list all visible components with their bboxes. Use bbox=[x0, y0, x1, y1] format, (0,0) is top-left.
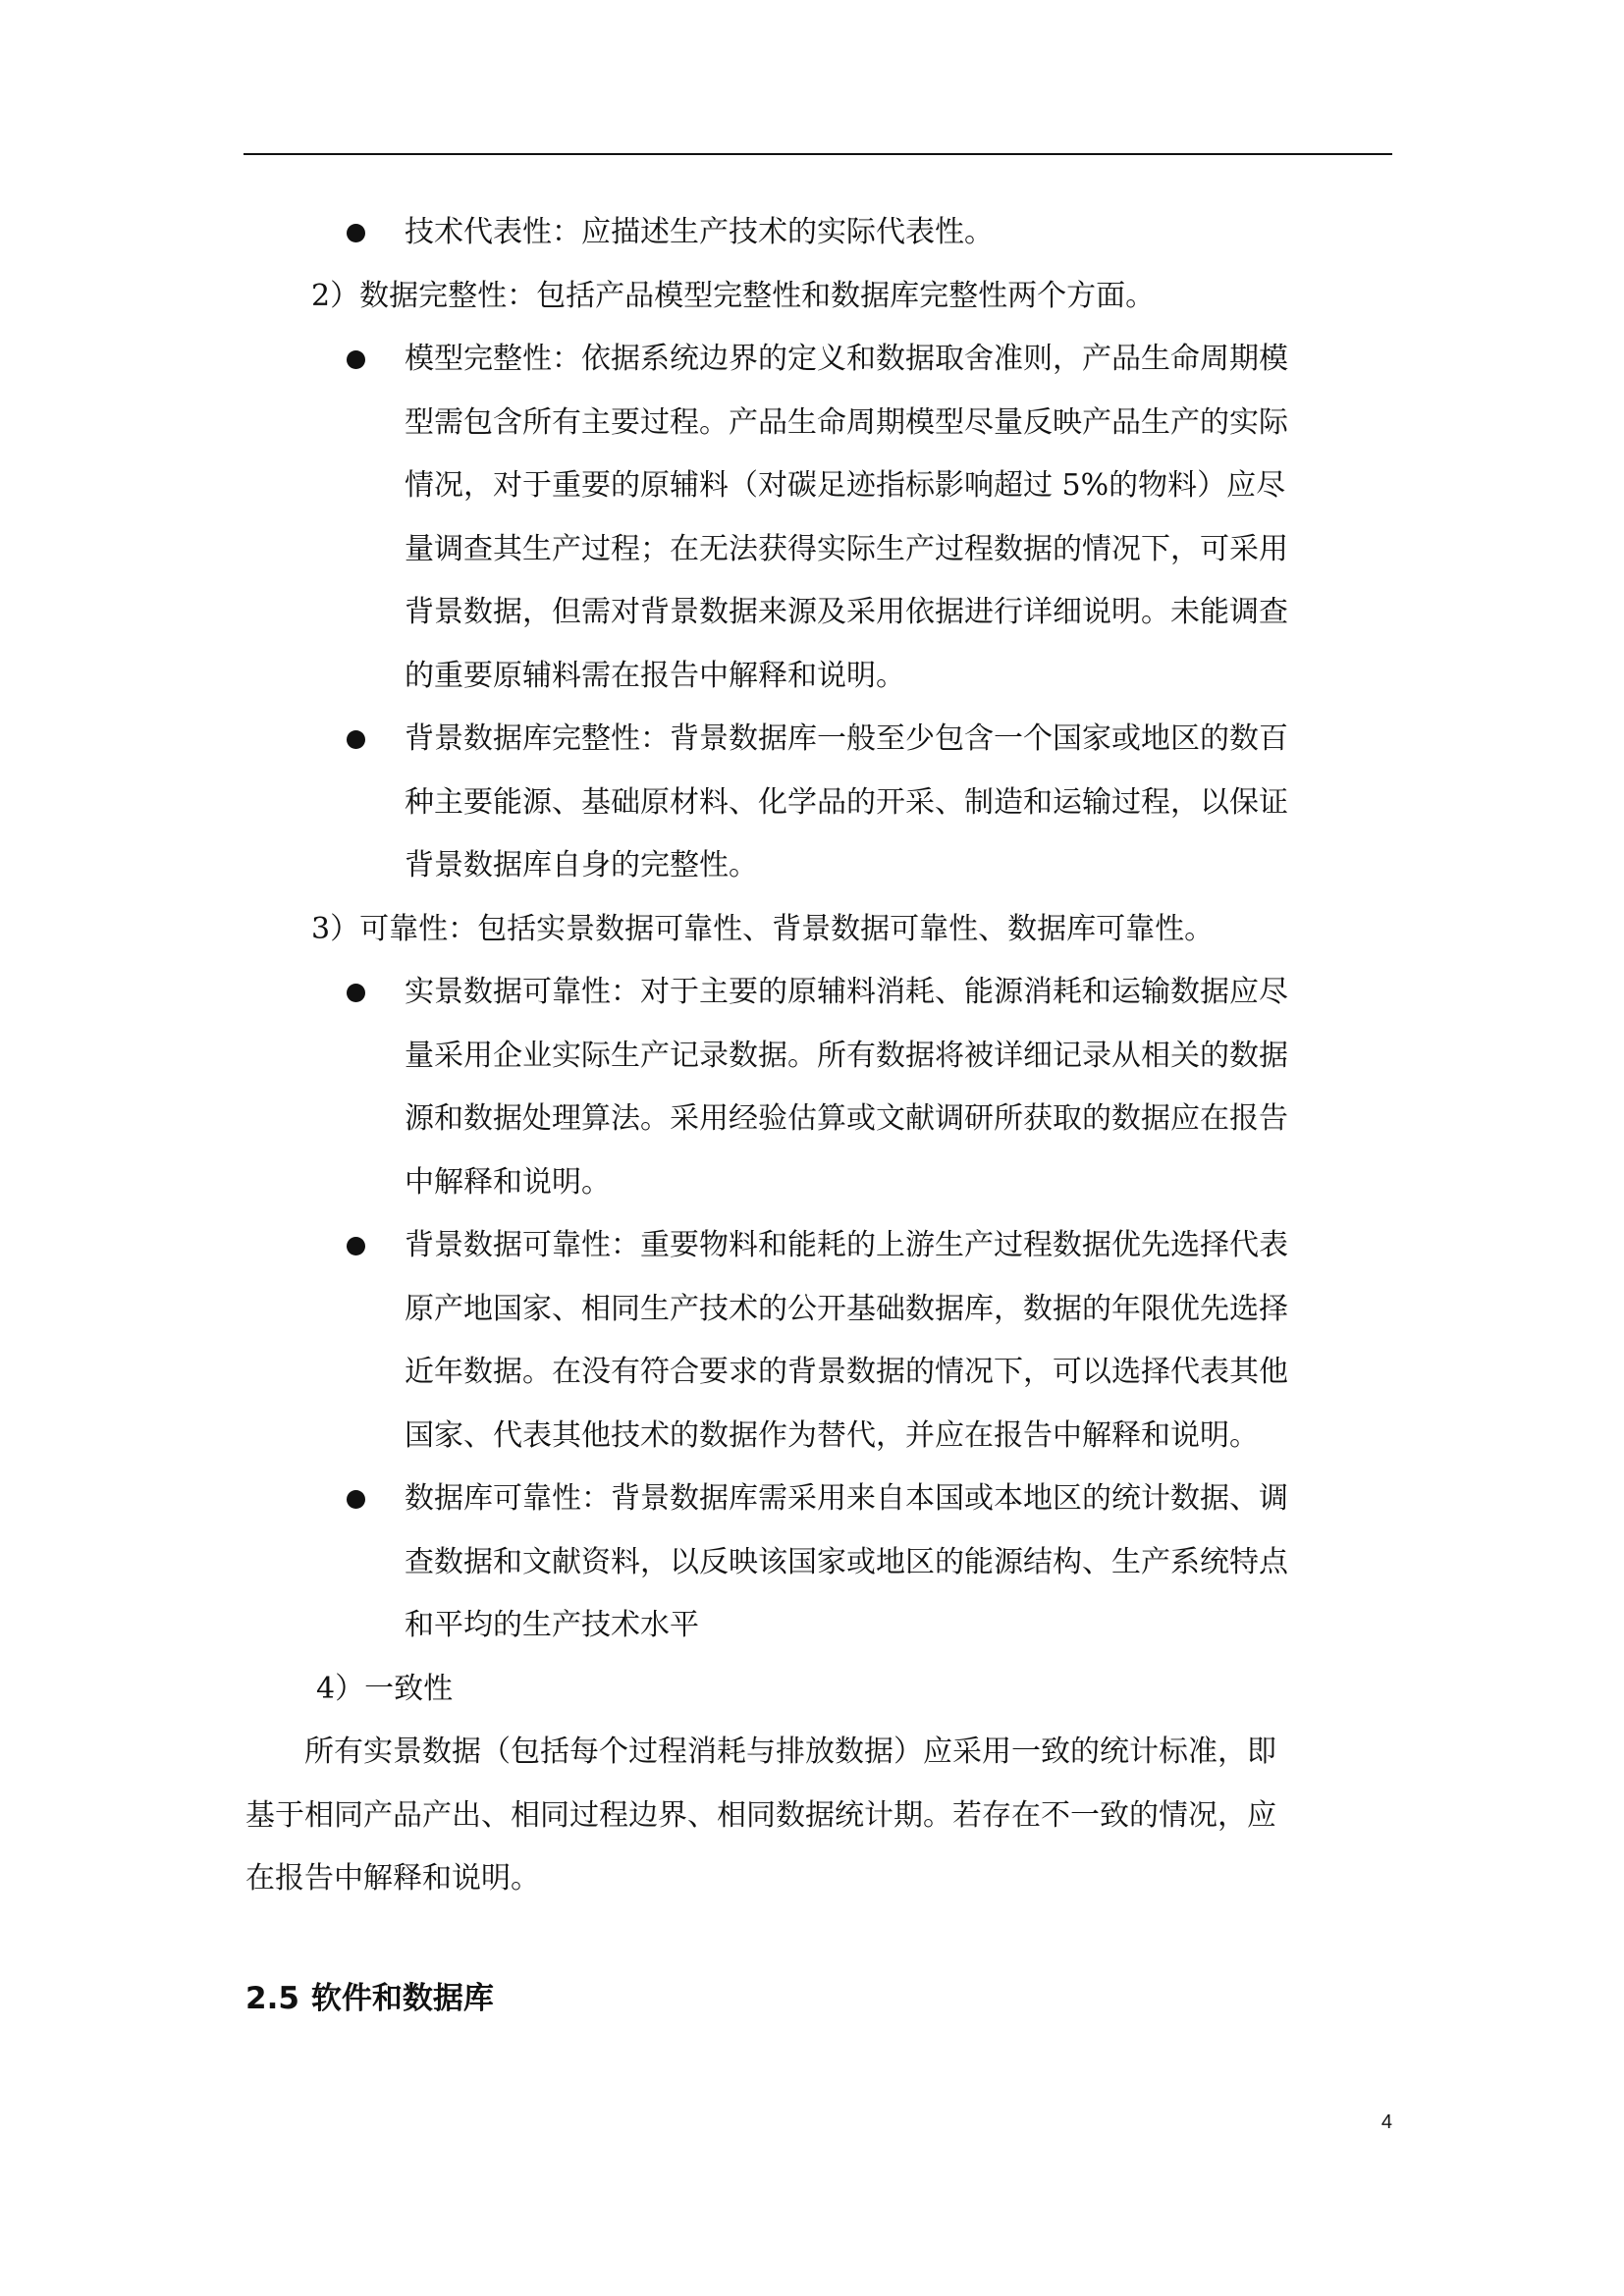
text-line: 源和数据处理算法。采用经验估算或文献调研所获取的数据应在报告 bbox=[405, 1101, 1288, 1136]
header-rule bbox=[244, 153, 1392, 155]
text-line: 背景数据，但需对背景数据来源及采用依据进行详细说明。未能调查 bbox=[405, 595, 1288, 629]
text-line: 基于相同产品产出、相同过程边界、相同数据统计期。若存在不一致的情况，应 bbox=[245, 1797, 1276, 1833]
item-4-consistency: 4）一致性 bbox=[316, 1671, 454, 1706]
text-line: 国家、代表其他技术的数据作为替代，并应在报告中解释和说明。 bbox=[405, 1417, 1259, 1453]
text-line: 型需包含所有主要过程。产品生命周期模型尽量反映产品生产的实际 bbox=[405, 404, 1288, 440]
paragraph-consistency bbox=[245, 1721, 1389, 1911]
section-number: 2.5 bbox=[245, 1981, 299, 2016]
text-line: 背景数据可靠性：重要物料和能耗的上游生产过程数据优先选择代表 bbox=[405, 1228, 1288, 1262]
text-line: 背景数据库完整性：背景数据库一般至少包含一个国家或地区的数百 bbox=[405, 721, 1288, 756]
text-line: 原产地国家、相同生产技术的公开基础数据库，数据的年限优先选择 bbox=[405, 1291, 1288, 1326]
text-line: 中解释和说明。 bbox=[405, 1164, 611, 1200]
page-body bbox=[245, 201, 1389, 1911]
text-line: 和平均的生产技术水平 bbox=[405, 1608, 699, 1642]
text-line: 查数据和文献资料，以反映该国家或地区的能源结构、生产系统特点 bbox=[405, 1544, 1288, 1579]
item-2-data-completeness: 2）数据完整性：包括产品模型完整性和数据库完整性两个方面。 bbox=[311, 278, 1156, 313]
bullet-database-reliability bbox=[347, 1468, 1389, 1658]
item-3-reliability: 3）可靠性：包括实景数据可靠性、背景数据可靠性、数据库可靠性。 bbox=[311, 911, 1215, 946]
text-line: 背景数据库自身的完整性。 bbox=[405, 848, 758, 882]
bullet-dot-icon bbox=[347, 708, 405, 772]
bullet-dot-icon bbox=[347, 201, 405, 265]
text-line: 量采用企业实际生产记录数据。所有数据将被详细记录从相关的数据 bbox=[405, 1038, 1288, 1073]
text-line: 所有实景数据（包括每个过程消耗与排放数据）应采用一致的统计标准，即 bbox=[304, 1735, 1276, 1769]
text-line: 模型完整性：依据系统边界的定义和数据取舍准则，产品生命周期模 bbox=[405, 342, 1288, 376]
bullet-dot-icon bbox=[347, 328, 405, 392]
text-line: 量调查其生产过程；在无法获得实际生产过程数据的情况下，可采用 bbox=[405, 531, 1288, 566]
bullet-dot-icon bbox=[347, 1214, 405, 1278]
text-line: 情况，对于重要的原辅料（对碳足迹指标影响超过 5%的物料）应尽 bbox=[405, 468, 1286, 503]
bullet-background-data-reliability bbox=[347, 1214, 1389, 1468]
text-line: 实景数据可靠性：对于主要的原辅料消耗、能源消耗和运输数据应尽 bbox=[405, 975, 1288, 1009]
section-title: 软件和数据库 bbox=[310, 1981, 494, 2016]
bullet-primary-data-reliability bbox=[347, 961, 1389, 1214]
bullet-model-completeness bbox=[347, 328, 1389, 708]
page-number: 4 bbox=[1380, 2111, 1392, 2133]
bullet-technical-representativeness bbox=[347, 201, 1389, 265]
text-line: 在报告中解释和说明。 bbox=[245, 1861, 540, 1896]
text-line: 种主要能源、基础原材料、化学品的开采、制造和运输过程，以保证 bbox=[405, 784, 1288, 820]
text-line: 技术代表性：应描述生产技术的实际代表性。 bbox=[405, 215, 994, 249]
bullet-background-database-completeness bbox=[347, 708, 1389, 898]
text-line: 近年数据。在没有符合要求的背景数据的情况下，可以选择代表其他 bbox=[405, 1355, 1288, 1389]
text-line: 的重要原辅料需在报告中解释和说明。 bbox=[405, 658, 905, 693]
section-heading bbox=[245, 1977, 494, 2020]
bullet-dot-icon bbox=[347, 961, 405, 1025]
bullet-dot-icon bbox=[347, 1468, 405, 1531]
text-line: 数据库可靠性：背景数据库需采用来自本国或本地区的统计数据、调 bbox=[405, 1481, 1288, 1516]
